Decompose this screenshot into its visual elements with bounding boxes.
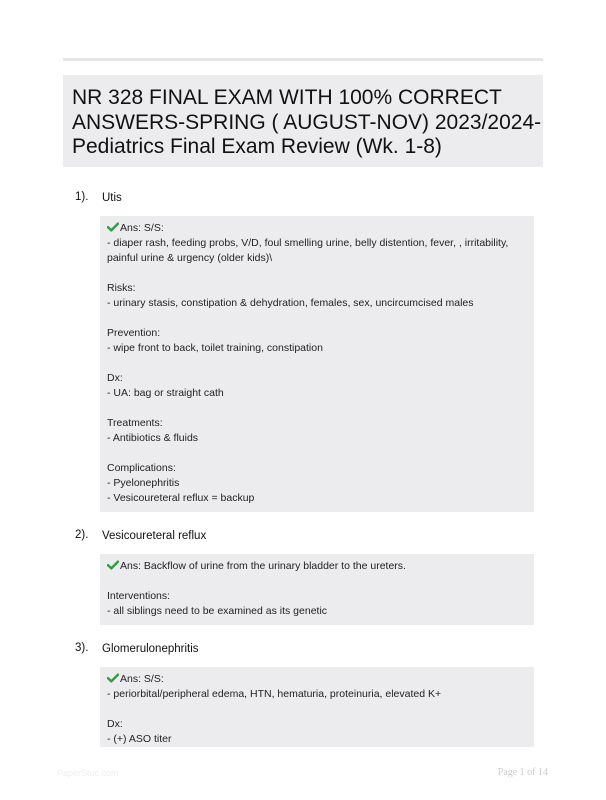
answer-1-line-5: - urinary stasis, constipation & dehydration, females, sex, uncircumcised males xyxy=(107,297,474,309)
check-icon xyxy=(107,673,119,683)
answer-1-line-0: Ans: S/S: xyxy=(120,222,164,234)
page-number: Page 1 of 14 xyxy=(497,767,548,778)
footer-watermark: PaperStuc.com xyxy=(57,768,119,778)
answer-3-line-3: Dx: xyxy=(107,718,123,730)
answer-3-box xyxy=(100,667,534,747)
title-line-1: NR 328 FINAL EXAM WITH 100% CORRECT xyxy=(72,86,502,109)
answer-1-line-15 xyxy=(107,446,527,461)
answer-2-line-0: Ans: Backflow of urine from the urinary bladder to the ureters. xyxy=(120,560,406,572)
answer-1-line xyxy=(107,221,527,236)
question-2-number: 2). xyxy=(75,529,89,541)
answer-3-line-0: Ans: S/S: xyxy=(120,673,164,685)
answer-1-line-2: painful urine & urgency (older kids)\ xyxy=(107,252,273,264)
question-3-number: 3). xyxy=(75,642,89,654)
answer-1-box xyxy=(100,216,534,512)
answer-1-line-8: - wipe front to back, toilet training, constipation xyxy=(107,342,323,354)
answer-3-line-1: - periorbital/peripheral edema, HTN, hematuria, proteinuria, elevated K+ xyxy=(107,688,442,700)
title-line-2: ANSWERS-SPRING ( AUGUST-NOV) 2023/2024- xyxy=(72,110,542,134)
answer-3-line-4: - (+) ASO titer xyxy=(107,733,172,745)
answer-1-line-1: - diaper rash, feeding probs, V/D, foul smelling urine, belly distention, fever, , irritability, xyxy=(107,237,509,249)
answer-1-line-12 xyxy=(107,401,527,416)
answer-1-line-6 xyxy=(107,311,527,326)
answer-2-line-2: Interventions: xyxy=(107,590,171,602)
question-1-text: Utis xyxy=(102,192,122,204)
check-icon xyxy=(107,560,119,570)
answer-2-box xyxy=(100,554,534,625)
answer-1-line-7: Prevention: xyxy=(107,327,161,339)
answer-1-line-17: - Pyelonephritis xyxy=(107,477,180,489)
answer-2-line xyxy=(107,559,527,574)
title-box xyxy=(63,75,543,167)
answer-1-line-10: Dx: xyxy=(107,372,123,384)
answer-1-line-14: - Antibiotics & fluids xyxy=(107,432,199,444)
answer-1-line-9 xyxy=(107,356,527,371)
title-line-3: Pediatrics Final Exam Review (Wk. 1-8) xyxy=(72,135,442,158)
answer-3-line xyxy=(107,672,527,687)
answer-1-line-16: Complications: xyxy=(107,462,176,474)
answer-1-line-18: - Vesicoureteral reflux = backup xyxy=(107,492,255,504)
answer-1-line-11: - UA: bag or straight cath xyxy=(107,387,224,399)
question-1-number: 1). xyxy=(75,191,89,203)
answer-1-line-3 xyxy=(107,266,527,281)
answer-1-line-4: Risks: xyxy=(107,282,136,294)
question-3-text: Glomerulonephritis xyxy=(102,643,199,655)
question-2-text: Vesicoureteral reflux xyxy=(102,530,207,542)
answer-2-line-3: - all siblings need to be examined as its genetic xyxy=(107,605,328,617)
check-icon xyxy=(107,222,119,232)
top-divider xyxy=(63,58,543,61)
answer-2-line-1 xyxy=(107,574,527,589)
answer-1-line-13: Treatments: xyxy=(107,417,163,429)
answer-3-line-2 xyxy=(107,702,527,717)
